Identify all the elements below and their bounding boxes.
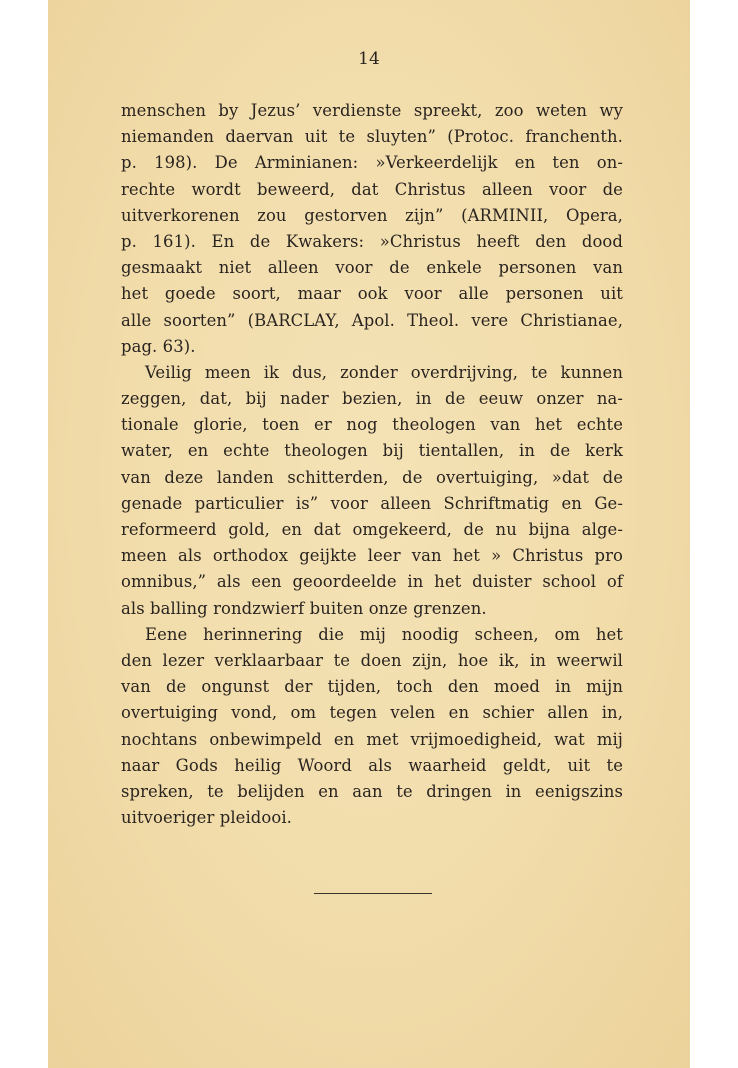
- text-line: zeggen, dat, bij nader bezien, in de eeuw onzer na-: [121, 389, 623, 409]
- text-line: als balling rondzwierf buiten onze grenzen.: [121, 598, 487, 618]
- text-line: gesmaakt niet alleen voor de enkele personen van: [121, 258, 623, 278]
- text-line: p. 198). De Arminianen: »Verkeerdelijk en ten on-: [121, 153, 623, 173]
- text-line: omnibus,” als een geoordeelde in het duister school of: [121, 572, 623, 592]
- book-page: [48, 0, 690, 1068]
- text-line: uitverkorenen zou gestorven zijn” (ARMINII, Opera,: [121, 205, 623, 225]
- text-line: menschen by Jezus’ verdienste spreekt, zoo weten wy: [121, 101, 623, 120]
- text-line: niemanden daervan uit te sluyten” (Protoc. franchenth.: [121, 127, 623, 147]
- text-line: rechte wordt beweerd, dat Christus alleen voor de: [121, 179, 623, 199]
- text-line: p. 161). En de Kwakers: »Christus heeft den dood: [121, 231, 623, 251]
- text-line: naar Gods heilig Woord als waarheid geldt, uit te: [121, 755, 623, 775]
- text-line: reformeerd gold, en dat omgekeerd, de nu bijna alge-: [121, 520, 623, 539]
- text-line: Veilig meen ik dus, zonder overdrijving, te kunnen: [145, 362, 623, 382]
- text-line: nochtans onbewimpeld en met vrijmoedigheid, wat mij: [121, 729, 623, 749]
- text-line: meen als orthodox geijkte leer van het » Christus pro: [121, 546, 623, 566]
- text-line: Eene herinnering die mij noodig scheen, om het: [145, 624, 623, 644]
- text-line: van de ongunst der tijden, toch den moed in mijn: [121, 677, 623, 697]
- text-line: genade particulier is” voor alleen Schriftmatig en Ge-: [121, 493, 623, 513]
- page-number: 14: [358, 49, 380, 69]
- text-line: pag. 63).: [121, 336, 196, 356]
- section-divider: [314, 893, 432, 894]
- body-text: [121, 98, 623, 831]
- text-line: tionale glorie, toen er nog theologen van het echte: [121, 415, 623, 435]
- text-line: van deze landen schitterden, de overtuiging, »dat de: [121, 467, 623, 487]
- text-line: alle soorten” (BARCLAY, Apol. Theol. vere Christianae,: [121, 310, 623, 330]
- text-line: spreken, te belijden en aan te dringen in eenigszins: [121, 781, 623, 801]
- text-line: den lezer verklaarbaar te doen zijn, hoe ik, in weerwil: [121, 650, 623, 670]
- text-line: het goede soort, maar ook voor alle personen uit: [121, 284, 623, 304]
- text-line: uitvoeriger pleidooi.: [121, 808, 292, 828]
- text-line: overtuiging vond, om tegen velen en schier allen in,: [121, 703, 623, 723]
- text-line: water, en echte theologen bij tientallen, in de kerk: [121, 441, 623, 461]
